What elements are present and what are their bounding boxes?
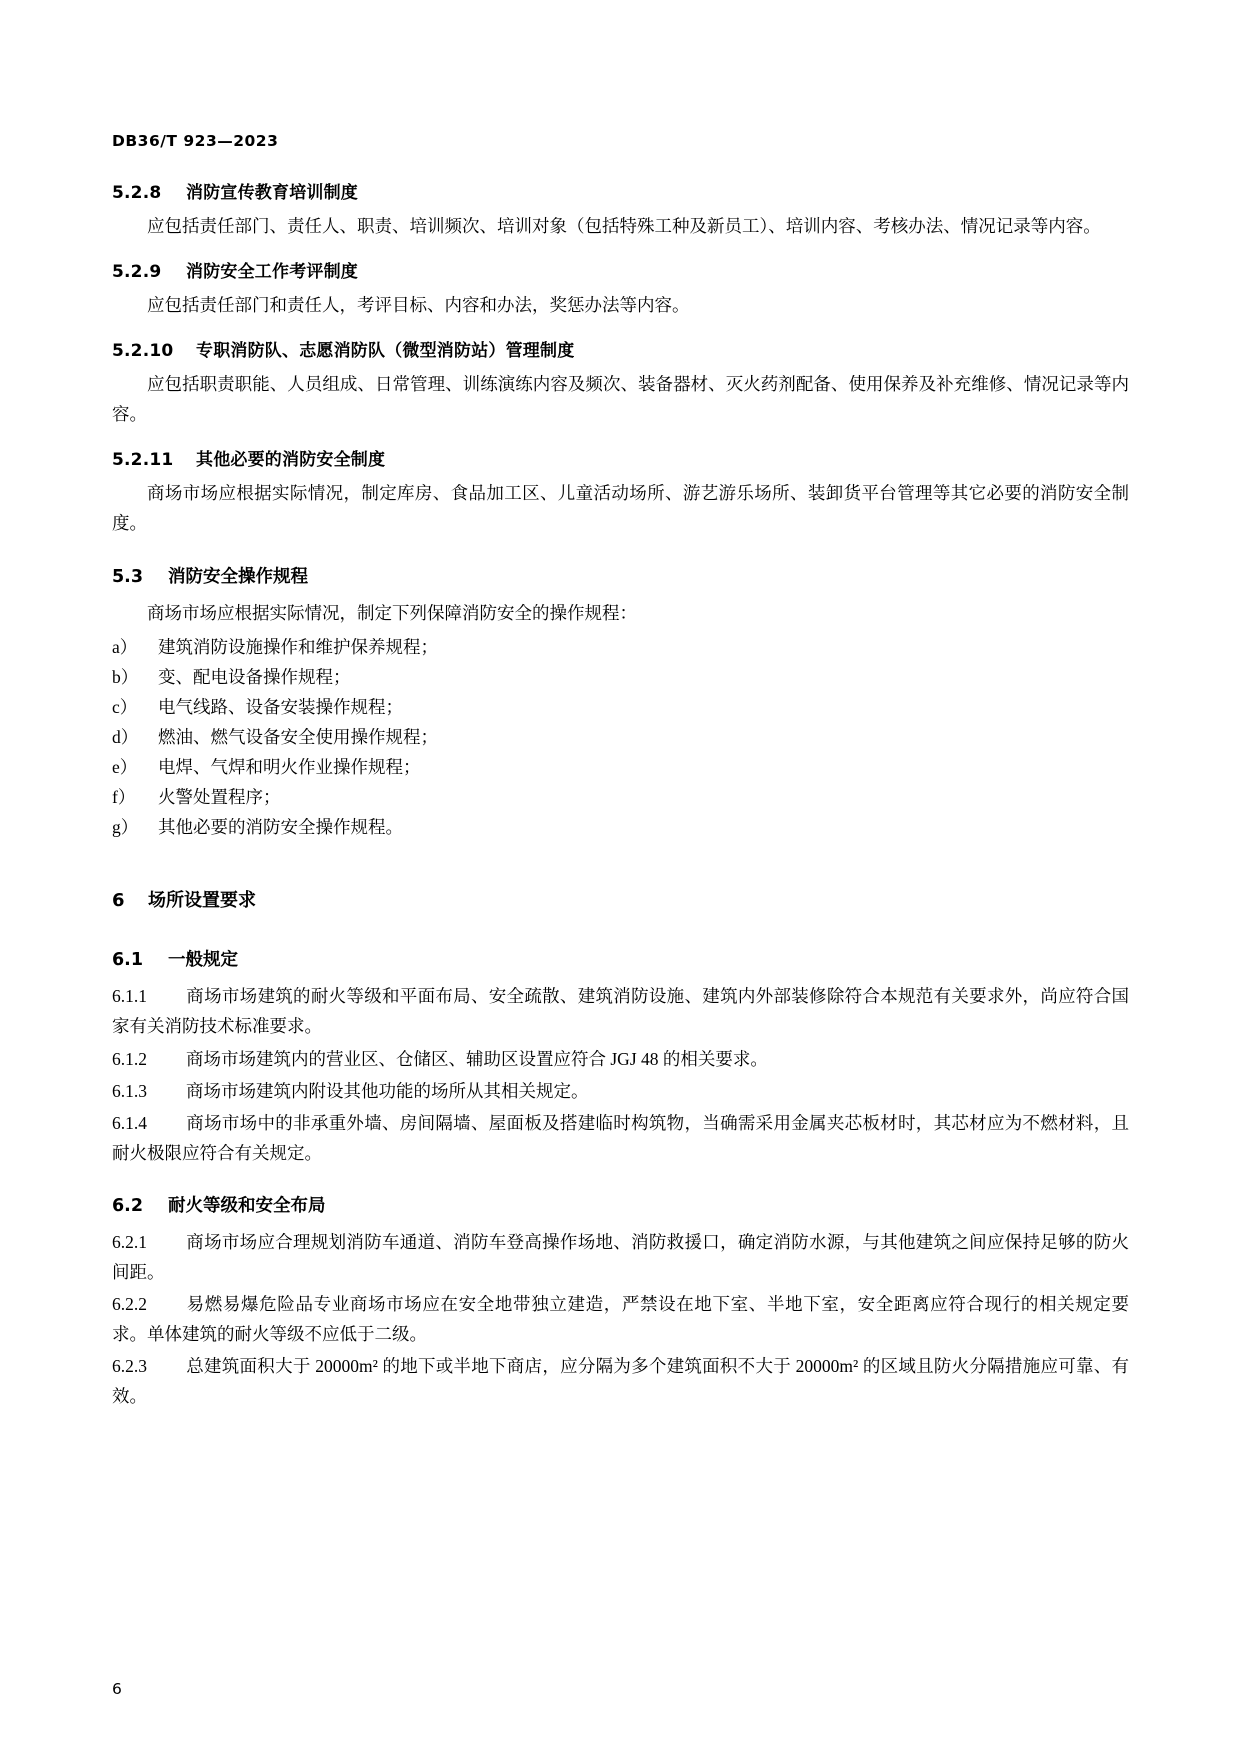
section-heading (112, 336, 1129, 361)
list-item (112, 662, 1129, 692)
clause-6-2-1 (112, 1227, 1129, 1287)
chapter-number: 6 (112, 890, 125, 912)
section-title: 一般规定 (168, 950, 238, 971)
list-marker: d） (112, 726, 139, 747)
list-marker: b） (112, 666, 139, 687)
clause-6-2-2 (112, 1289, 1129, 1349)
list-marker: g） (112, 817, 139, 838)
section-number: 6.1 (112, 950, 144, 971)
page-number: 6 (112, 1680, 122, 1698)
clause-text: 商场市场建筑内的营业区、仓储区、辅助区设置应符合 JGJ 48 的相关要求。 (186, 1048, 768, 1069)
clause-text: 商场市场中的非承重外墙、房间隔墙、屋面板及搭建临时构筑物，当确需采用金属夹芯板材时，其芯材应为不燃材料，且耐火极限应符合有关规定。 (112, 1112, 1129, 1163)
list-marker: f） (112, 787, 136, 808)
list-marker: e） (112, 757, 138, 778)
clause-number: 6.1.4 (112, 1112, 147, 1133)
section-number: 5.2.8 (112, 183, 162, 203)
clause-6-2-3 (112, 1351, 1129, 1411)
clause-6-1-4 (112, 1108, 1129, 1168)
clause-number: 6.1.3 (112, 1080, 147, 1101)
section-number: 5.2.10 (112, 341, 174, 362)
section-5-2-11 (112, 445, 1129, 538)
operation-procedure-list (112, 632, 1129, 843)
list-item-text: 火警处置程序； (158, 787, 281, 808)
list-item-text: 其他必要的消防安全操作规程。 (158, 817, 403, 838)
section-number: 5.2.11 (112, 450, 174, 471)
clause-number: 6.1.2 (112, 1048, 147, 1069)
section-title: 消防安全操作规程 (168, 566, 308, 587)
list-item (112, 722, 1129, 752)
page-header-standard-id: DB36/T 923—2023 (112, 132, 279, 150)
section-heading-6-2 (112, 1192, 1129, 1217)
section-title: 耐火等级和安全布局 (168, 1195, 326, 1216)
section-5-2-8 (112, 178, 1129, 241)
list-marker: c） (112, 696, 138, 717)
clause-text: 商场市场建筑的耐火等级和平面布局、安全疏散、建筑消防设施、建筑内外部装修除符合本规范有关要求外，尚应符合国家有关消防技术标准要求。 (112, 986, 1129, 1037)
section-body: 应包括责任部门、责任人、职责、培训频次、培训对象（包括特殊工种及新员工）、培训内容、考核办法、情况记录等内容。 (147, 216, 1101, 236)
section-title: 消防安全工作考评制度 (186, 262, 358, 283)
list-item-text: 电气线路、设备安装操作规程； (158, 696, 403, 717)
chapter-title: 场所设置要求 (148, 890, 256, 912)
clause-text: 易燃易爆危险品专业商场市场应在安全地带独立建造，严禁设在地下室、半地下室，安全距离应符合现行的相关规定要求。单体建筑的耐火等级不应低于二级。 (112, 1294, 1129, 1345)
section-5-3 (112, 563, 1129, 843)
clause-6-1-2 (112, 1044, 1129, 1074)
clause-text: 商场市场应合理规划消防车通道、消防车登高操作场地、消防救援口，确定消防水源，与其他建筑之间应保持足够的防火间距。 (112, 1231, 1129, 1282)
clause-number: 6.2.2 (112, 1294, 147, 1315)
section-heading (112, 445, 1129, 470)
section-body: 应包括责任部门和责任人，考评目标、内容和办法，奖惩办法等内容。 (147, 295, 690, 316)
list-item (112, 632, 1129, 662)
list-marker: a） (112, 636, 138, 657)
list-item (112, 752, 1129, 782)
chapter-heading-6 (112, 886, 1129, 912)
section-heading (112, 178, 1129, 203)
clause-number: 6.2.3 (112, 1356, 147, 1377)
list-item (112, 692, 1129, 722)
section-number: 5.2.9 (112, 262, 162, 283)
section-number: 6.2 (112, 1195, 144, 1216)
clause-6-1-1 (112, 981, 1129, 1041)
clause-text: 商场市场建筑内附设其他功能的场所从其相关规定。 (186, 1080, 589, 1101)
section-5-2-9 (112, 257, 1129, 320)
clause-number: 6.2.1 (112, 1231, 147, 1252)
section-title: 其他必要的消防安全制度 (196, 450, 386, 471)
list-item-text: 燃油、燃气设备安全使用操作规程； (158, 726, 438, 747)
section-heading (112, 563, 1129, 588)
clause-text: 总建筑面积大于 20000m² 的地下或半地下商店，应分隔为多个建筑面积不大于 20000m² 的区域且防火分隔措施应可靠、有效。 (112, 1356, 1129, 1407)
section-title: 专职消防队、志愿消防队（微型消防站）管理制度 (196, 341, 575, 362)
section-title: 消防宣传教育培训制度 (186, 183, 358, 203)
clause-number: 6.1.1 (112, 986, 147, 1007)
clause-6-1-3 (112, 1076, 1129, 1106)
list-item (112, 812, 1129, 842)
section-heading (112, 257, 1129, 282)
section-body: 商场市场应根据实际情况，制定库房、食品加工区、儿童活动场所、游艺游乐场所、装卸货平台管理等其它必要的消防安全制度。 (112, 483, 1129, 534)
section-heading-6-1 (112, 946, 1129, 971)
section-lead-text: 商场市场应根据实际情况，制定下列保障消防安全的操作规程： (147, 602, 637, 623)
section-number: 5.3 (112, 566, 144, 587)
list-item (112, 782, 1129, 812)
section-5-2-10 (112, 336, 1129, 429)
list-item-text: 电焊、气焊和明火作业操作规程； (158, 757, 421, 778)
list-item-text: 变、配电设备操作规程； (158, 666, 351, 687)
section-body: 应包括职责职能、人员组成、日常管理、训练演练内容及频次、装备器材、灭火药剂配备、使用保养及补充维修、情况记录等内容。 (112, 374, 1129, 425)
list-item-text: 建筑消防设施操作和维护保养规程； (158, 636, 438, 657)
